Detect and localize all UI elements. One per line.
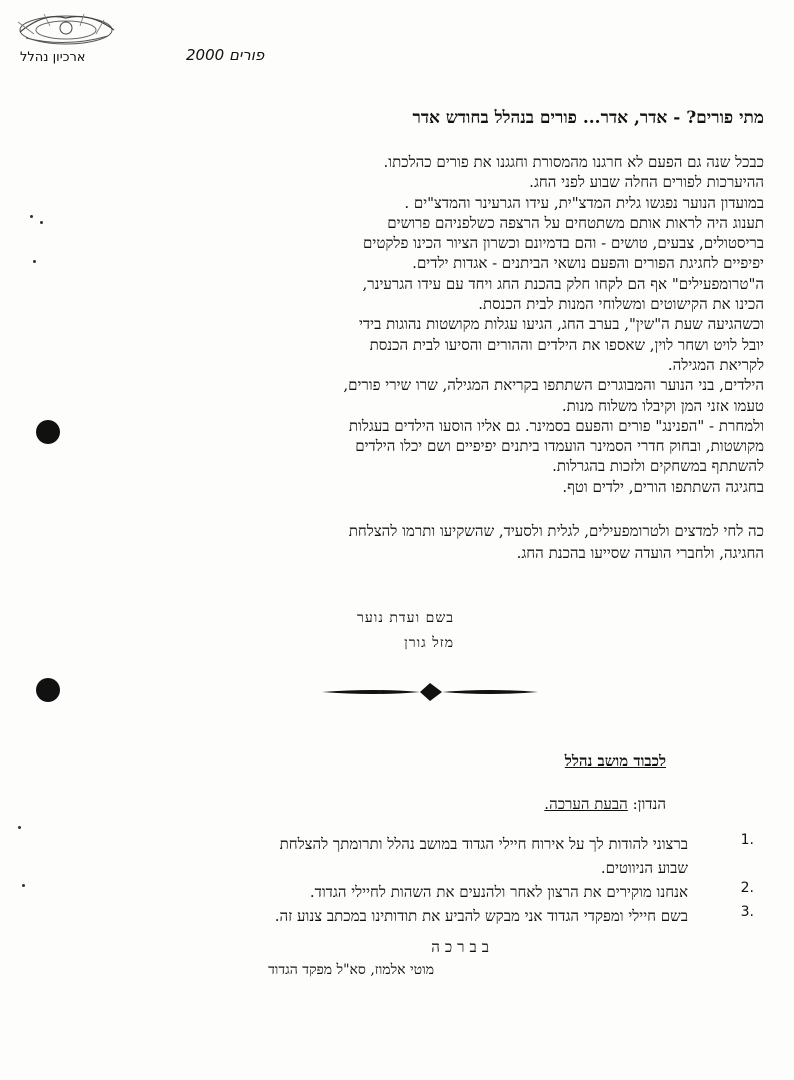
item-number: 2. (740, 880, 754, 896)
body-line: במועדון הנוער נפגשו גלית המדצ"ית, עידו הגרעינר והמדצ"ים . (404, 193, 764, 212)
header-date: פורים 2000 (186, 46, 265, 64)
body-line: לקריאת המגילה. (667, 355, 764, 374)
subject-label: הנדון: (632, 795, 666, 813)
scan-speck (18, 826, 21, 829)
body-line: תענוג היה לראות אותם משתטחים על הרצפה כשלפניהם פרושים (387, 213, 764, 232)
item-line: בשם חיילי ומפקדי הגדוד אני מבקש להביע את תודותינו במכתב צנוע זה. (274, 907, 688, 925)
letter-item (114, 904, 754, 928)
body-line: הכינו את הקישוטים ומשלוחי המנות לבית הכנסת. (478, 295, 764, 314)
item-number: 1. (740, 832, 754, 848)
body-line: בחגיגה השתתפו הורים, ילדים וטף. (562, 477, 764, 496)
body-line: וכשהגיעה שעת ה"שין", בערב החג, הגיעו עגלות מקושטות נהוגות בידי (359, 315, 764, 334)
letter-subject (544, 795, 666, 814)
body-line: כבכל שנה גם הפעם לא חרגנו מהמסורת וחגגנו את פורים כהלכתו. (383, 153, 764, 171)
scan-speck (40, 221, 43, 224)
body-line: ה"טרומפעילים" אף הם לקחו חלק בהכנת החג ויחד עם עידו הגרעינר, (362, 274, 764, 293)
letter-item (114, 880, 754, 904)
item-line: אנחנו מוקירים את הרצון לאחר ולהנעים את השהות לחיילי הגדוד. (309, 883, 688, 901)
item-line: שבוע הניווטים. (600, 859, 688, 877)
diamond-divider-icon (320, 683, 540, 701)
body-line: להשתתף במשחקים ולזכות בהגרלות. (552, 457, 764, 476)
article-signature (357, 606, 454, 656)
archive-label: ארכיון נהלל (20, 50, 86, 65)
body-line: הילדים, בני הנוער והמבוגרים השתתפו בקריאת המגילה, שרו שירי פורים, (343, 376, 764, 395)
body-line: יובל לויט ושחר לוין, שאספו את הילדים וההורים והסיעו לבית הכנסת (369, 335, 764, 354)
signature-name: מזל גורן (404, 635, 454, 651)
thanks-line: החגיגה, ולחברי הועדה שסייעו בהכנת החג. (516, 544, 764, 562)
body-line: יפיפיים לחגיגת הפורים והפעם נושאי הביתנים - אגדות ילדים. (412, 254, 764, 273)
subject-value: הבעת הערכה. (544, 795, 628, 813)
letter-heading: לכבוד מושב נהלל (564, 752, 666, 770)
letter-signer: מוטי אלמוז, סא"ל מפקד הגדוד (268, 962, 434, 978)
punch-hole-top (36, 420, 60, 444)
letter-item (114, 832, 754, 880)
body-line: טעמו אזני המן וקיבלו משלוח מנות. (561, 396, 764, 415)
scan-speck (33, 260, 36, 263)
body-line: ההיערכות לפורים החלה שבוע לפני החג. (529, 173, 764, 192)
letter-closing: בברכה (431, 938, 494, 956)
item-line: ברצוני להודות לך על אירוח חיילי הגדוד במושב נהלל ותרומתך להצלחת (279, 835, 688, 853)
body-line: ולמחרת - "הפנינג" פורים והפעם בסמינר. גם אליו הוסעו הילדים בעגלות (348, 416, 764, 435)
body-line: בריסטולים, צבעים, טושים - והם בדמיונם וכשרון הציור הכינו פלקטים (363, 234, 764, 253)
scan-speck (30, 215, 33, 218)
punch-hole-bottom (36, 678, 60, 702)
thanks-paragraph (124, 520, 764, 564)
article-title: מתי פורים? - אדר, אדר... פורים בנהלל בחודש אדר (412, 108, 764, 128)
item-number: 3. (740, 904, 754, 920)
letter-items (114, 832, 754, 928)
thanks-line: כה לחי למדצים ולטרומפעילים, לגלית ולסעיד, שהשקיעו ותרמו להצלחת (348, 522, 764, 540)
body-line: מקושטות, ובחוק חדרי הסמינר הועמדו ביתנים יפיפיים ושם יכלו הילדים (355, 437, 764, 456)
scan-speck (22, 884, 25, 887)
article-body (124, 152, 764, 497)
signature-committee: בשם ועדת נוער (356, 610, 454, 626)
